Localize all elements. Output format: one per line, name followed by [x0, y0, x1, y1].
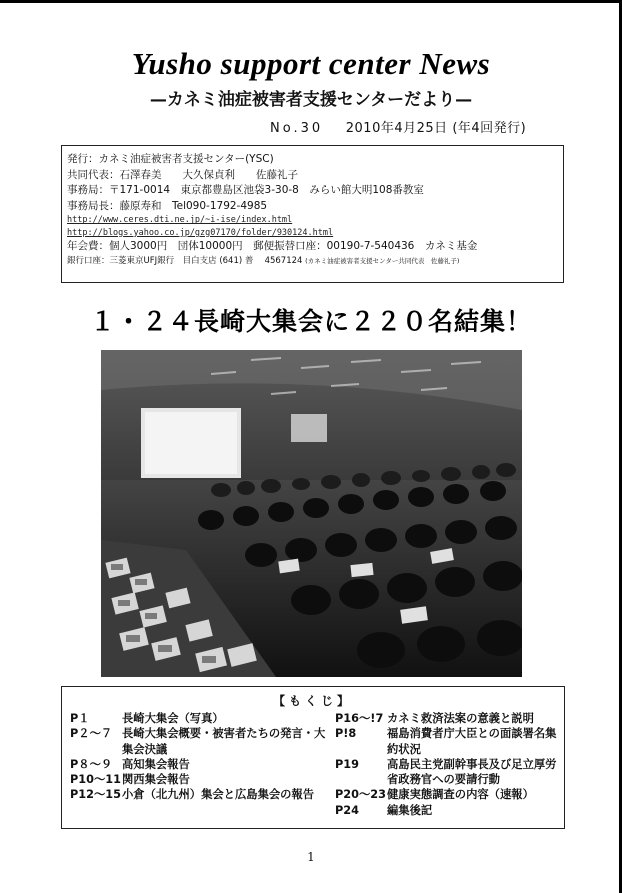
- toc-text: 小倉（北九州）集会と広島集会の報告: [122, 788, 315, 802]
- newsletter-masthead: Yusho support center News: [131, 46, 491, 81]
- toc-item: [335, 711, 563, 726]
- toc-page: P１: [70, 712, 101, 725]
- director-line: 事務局長：藤原寿和 Tel090-1792-4985: [67, 199, 268, 212]
- bank-account-line: [67, 255, 563, 268]
- bank-account-holder: (カネミ油症被害者支援センター共同代表 佐藤礼子): [305, 256, 460, 265]
- blog-link[interactable]: http://blogs.yahoo.co.jp/gzg07170/folder/930124.html: [67, 227, 334, 238]
- toc-item: [70, 787, 332, 802]
- toc-page: P!8: [335, 727, 368, 741]
- scan-border-top: [0, 0, 622, 3]
- toc-text: 編集後記: [387, 803, 433, 817]
- toc-text: 長崎大集会概要・被害者たちの発言・大集会決議: [122, 727, 326, 756]
- toc-page: P12～15: [70, 788, 122, 802]
- toc-item: [335, 726, 563, 757]
- newsletter-subtitle: —カネミ油症被害者支援センターだより—: [149, 90, 473, 110]
- issue-line: [270, 117, 590, 136]
- toc-text: 高島民主党副幹事長及び足立厚労省政務官への要請行動: [387, 757, 557, 787]
- toc-page: P８～９: [70, 757, 113, 771]
- toc-item: [335, 757, 563, 788]
- toc-item: [70, 726, 332, 757]
- toc-text: 高知集会報告: [122, 757, 190, 771]
- toc-item: [70, 772, 332, 787]
- toc-title: 【もくじ】: [272, 694, 353, 708]
- publisher-info-box: [61, 145, 564, 283]
- toc-text: 健康実態調査の内容（速報）: [387, 788, 534, 802]
- bank-account-text: 銀行口座：三菱東京UFJ銀行 目白支店 (641) 普 4567124: [67, 255, 303, 266]
- membership-fees-line: 年会費：個人3000円 団体10000円 郵便振替口座：00190-7-540436 カネミ基金: [67, 240, 478, 253]
- toc-page: P16～!7: [335, 712, 384, 725]
- toc-page: P19: [335, 757, 371, 771]
- assembly-hall-photo-graphic: [101, 350, 522, 677]
- issue-frequency: (年4回発行): [452, 121, 527, 136]
- toc-item: [70, 757, 332, 772]
- page-number: 1: [307, 850, 315, 864]
- toc-right-column: [335, 711, 563, 818]
- publisher-line: 発行：カネミ油症被害者支援センター(YSC): [67, 153, 274, 165]
- representatives-line: 共同代表：石澤春美 大久保貞利 佐藤礼子: [67, 168, 298, 181]
- website-link[interactable]: http://www.ceres.dti.ne.jp/~i-ise/index.html: [67, 215, 293, 226]
- office-address-line: 事務局：〒171-0014 東京都豊島区池袋3-30-8 みらい館大明108番教室: [67, 184, 424, 197]
- toc-text: 福島消費者庁大臣との面談署名集約状況: [387, 727, 557, 756]
- toc-page: P10～11: [70, 773, 122, 787]
- issue-number: No.30: [270, 121, 324, 136]
- toc-text: 関西集会報告: [122, 773, 190, 787]
- toc-item: [70, 711, 332, 726]
- issue-date: 2010年4月25日: [345, 121, 448, 136]
- toc-text: カネミ救済法案の意義と説明: [387, 712, 534, 725]
- toc-left-column: [70, 711, 332, 803]
- table-of-contents: [61, 686, 565, 829]
- toc-page: P24: [335, 803, 371, 817]
- toc-page: P20～23: [335, 788, 387, 802]
- toc-item: [335, 803, 563, 818]
- toc-item: [335, 787, 563, 802]
- assembly-hall-photo: [101, 350, 522, 677]
- main-headline: １・２４長崎大集会に２２０名結集！: [89, 307, 532, 336]
- toc-text: 長崎大集会（写真）: [122, 712, 224, 725]
- toc-page: P２～７: [70, 727, 113, 741]
